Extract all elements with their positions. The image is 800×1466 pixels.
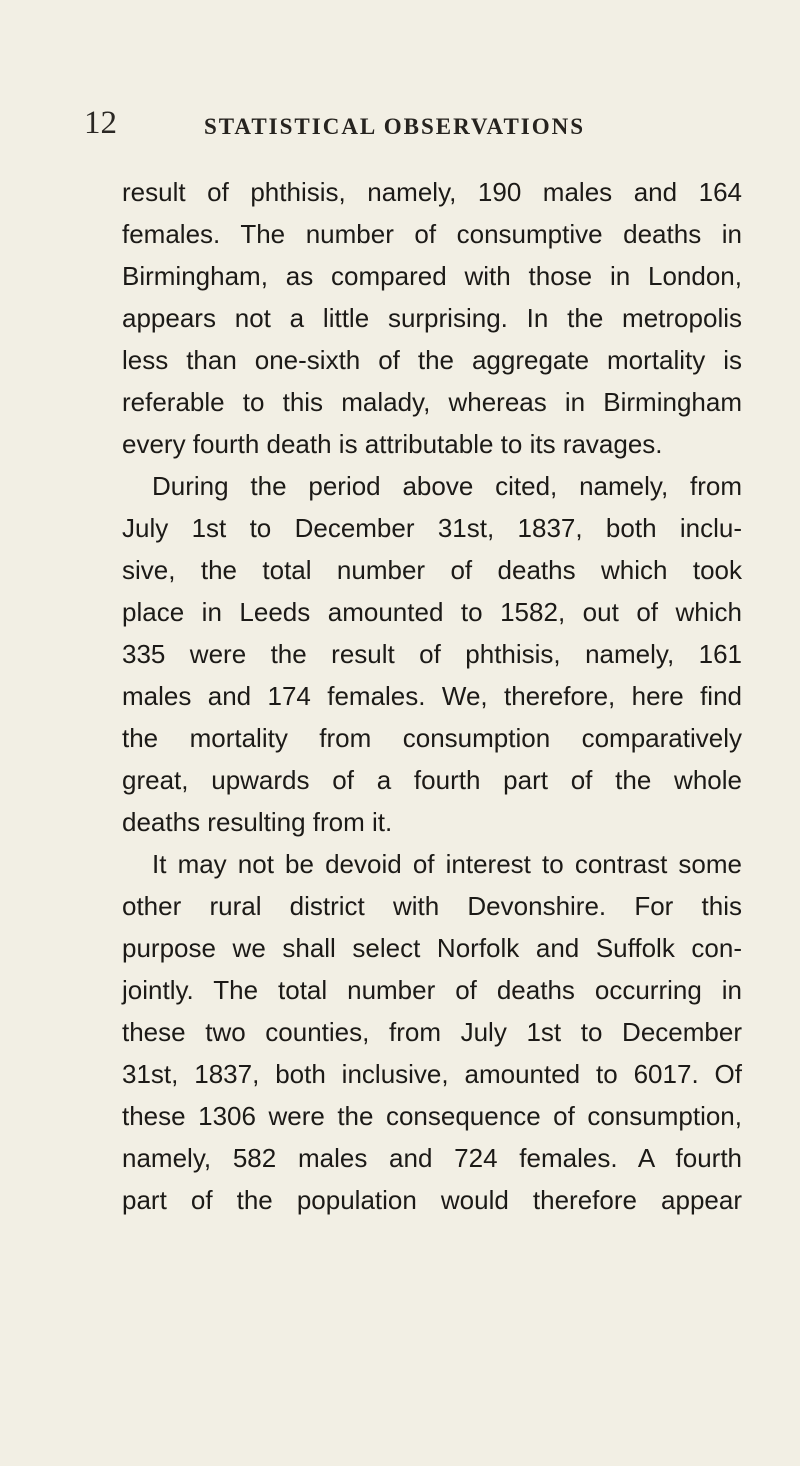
text-line: appears not a little surprising. In the metropolis (122, 303, 742, 333)
paragraph-start-line: It may not be devoid of interest to contrast some (152, 849, 742, 879)
text-line: females. The number of consumptive deaths in (122, 219, 742, 249)
text-line: purpose we shall select Norfolk and Suffolk con- (122, 933, 742, 963)
text-line: referable to this malady, whereas in Birmingham (122, 387, 742, 417)
text-line: July 1st to December 31st, 1837, both inclu- (122, 513, 742, 543)
text-line: every fourth death is attributable to its ravages. (122, 429, 663, 459)
text-line: Birmingham, as compared with those in London, (122, 261, 742, 291)
text-line: part of the population would therefore appear (122, 1185, 742, 1215)
text-line: place in Leeds amounted to 1582, out of which (122, 597, 742, 627)
running-head: STATISTICAL OBSERVATIONS (204, 114, 586, 139)
text-line: sive, the total number of deaths which took (122, 555, 742, 585)
text-line: less than one-sixth of the aggregate mortality is (122, 345, 742, 375)
text-line: these 1306 were the consequence of consumption, (122, 1101, 742, 1131)
text-line: males and 174 females. We, therefore, here find (122, 681, 742, 711)
text-line: namely, 582 males and 724 females. A fourth (122, 1143, 742, 1173)
text-line: these two counties, from July 1st to December (122, 1017, 742, 1047)
text-line: 31st, 1837, both inclusive, amounted to 6017. Of (122, 1059, 742, 1089)
text-line: jointly. The total number of deaths occurring in (122, 975, 742, 1005)
page-number: 12 (84, 105, 117, 141)
body-text (122, 171, 742, 1221)
text-line: deaths resulting from it. (122, 807, 393, 837)
text-line: result of phthisis, namely, 190 males and 164 (122, 177, 742, 207)
text-line: great, upwards of a fourth part of the whole (122, 765, 742, 795)
text-line: 335 were the result of phthisis, namely, 161 (122, 639, 742, 669)
text-line: the mortality from consumption comparatively (122, 723, 742, 753)
paragraph-start-line: During the period above cited, namely, from (152, 471, 742, 501)
text-line: other rural district with Devonshire. For this (122, 891, 742, 921)
